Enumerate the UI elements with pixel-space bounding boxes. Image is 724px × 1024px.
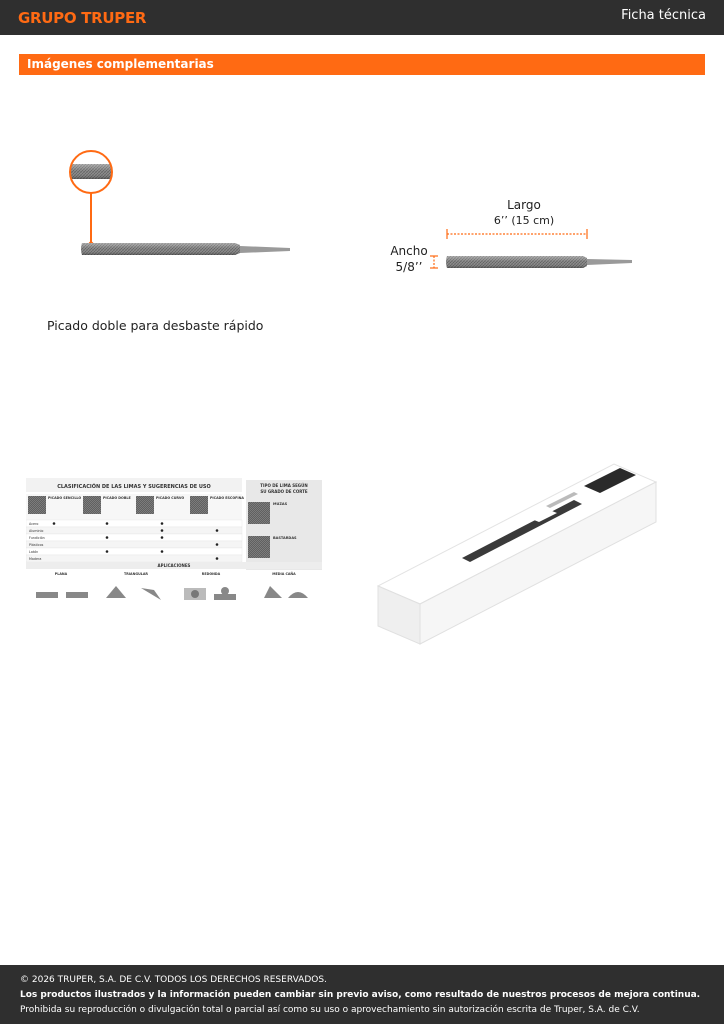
length-dimension-line bbox=[447, 229, 587, 239]
side-item-bastardas: BASTARDAS bbox=[273, 536, 297, 540]
svg-text:SU GRADO DE CORTE: SU GRADO DE CORTE bbox=[260, 489, 308, 494]
applications-title: APLICACIONES bbox=[157, 563, 191, 568]
application-plana: PLANA bbox=[54, 572, 68, 576]
application-triangular: TRIANGULAR bbox=[124, 572, 148, 576]
column-curvo: PICADO CURVO bbox=[156, 496, 185, 500]
application-redonda: REDONDA bbox=[201, 572, 221, 576]
length-label: Largo bbox=[507, 198, 541, 212]
svg-text:TIPO DE LIMA SEGÚN: TIPO DE LIMA SEGÚN bbox=[260, 483, 308, 488]
document-type-label: Ficha técnica bbox=[621, 8, 706, 23]
product-packaging-image bbox=[374, 460, 664, 654]
file-body bbox=[81, 243, 290, 255]
footer bbox=[0, 965, 724, 1024]
application-media-cana: MEDIA CAÑA bbox=[272, 572, 296, 576]
side-item-muzas: MUZAS bbox=[273, 502, 288, 506]
row-acero: Acero bbox=[29, 522, 39, 526]
column-escofina: PICADO ESCOFINA bbox=[210, 496, 244, 500]
truper-logo[interactable]: GRUPO TRUPER bbox=[18, 9, 147, 27]
chart-title: CLASIFICACIÓN DE LAS LIMAS Y SUGERENCIAS DE USO bbox=[57, 484, 211, 490]
length-value: 6’’ (15 cm) bbox=[493, 214, 555, 227]
dimensions-drawing bbox=[425, 225, 640, 275]
row-madera: Madera bbox=[29, 557, 42, 561]
file-classification-chart bbox=[26, 478, 322, 608]
column-doble: PICADO DOBLE bbox=[103, 496, 131, 500]
row-fundicion: Fundición bbox=[29, 536, 45, 540]
footer-prohibition: Prohibida su reproducción o divulgación total o parcial así como su uso o aprovechamiento sin autorización escrita de Truper, S.A. de C.V. bbox=[20, 1005, 640, 1015]
row-laton: Latón bbox=[29, 550, 39, 554]
section-title: Imágenes complementarias bbox=[27, 57, 214, 71]
file-detail-image bbox=[60, 145, 300, 270]
file-side-view bbox=[446, 256, 632, 268]
image-caption: Picado doble para desbaste rápido bbox=[47, 318, 264, 333]
footer-notice: Los productos ilustrados y la información pueden cambiar sin previo aviso, como resultado de nuestros procesos de mejora continua. bbox=[20, 990, 701, 1000]
footer-copyright: © 2026 TRUPER, S.A. DE C.V. TODOS LOS DERECHOS RESERVADOS. bbox=[20, 975, 327, 985]
column-sencillo: PICADO SENCILLO bbox=[48, 496, 82, 500]
zoom-callout bbox=[65, 151, 125, 247]
section-header bbox=[19, 54, 705, 75]
top-bar bbox=[0, 0, 724, 35]
width-value: 5/8’’ bbox=[395, 260, 423, 274]
row-aluminio: Aluminio bbox=[29, 529, 44, 533]
row-plasticos: Plásticos bbox=[29, 543, 44, 547]
width-label: Ancho bbox=[390, 244, 428, 258]
